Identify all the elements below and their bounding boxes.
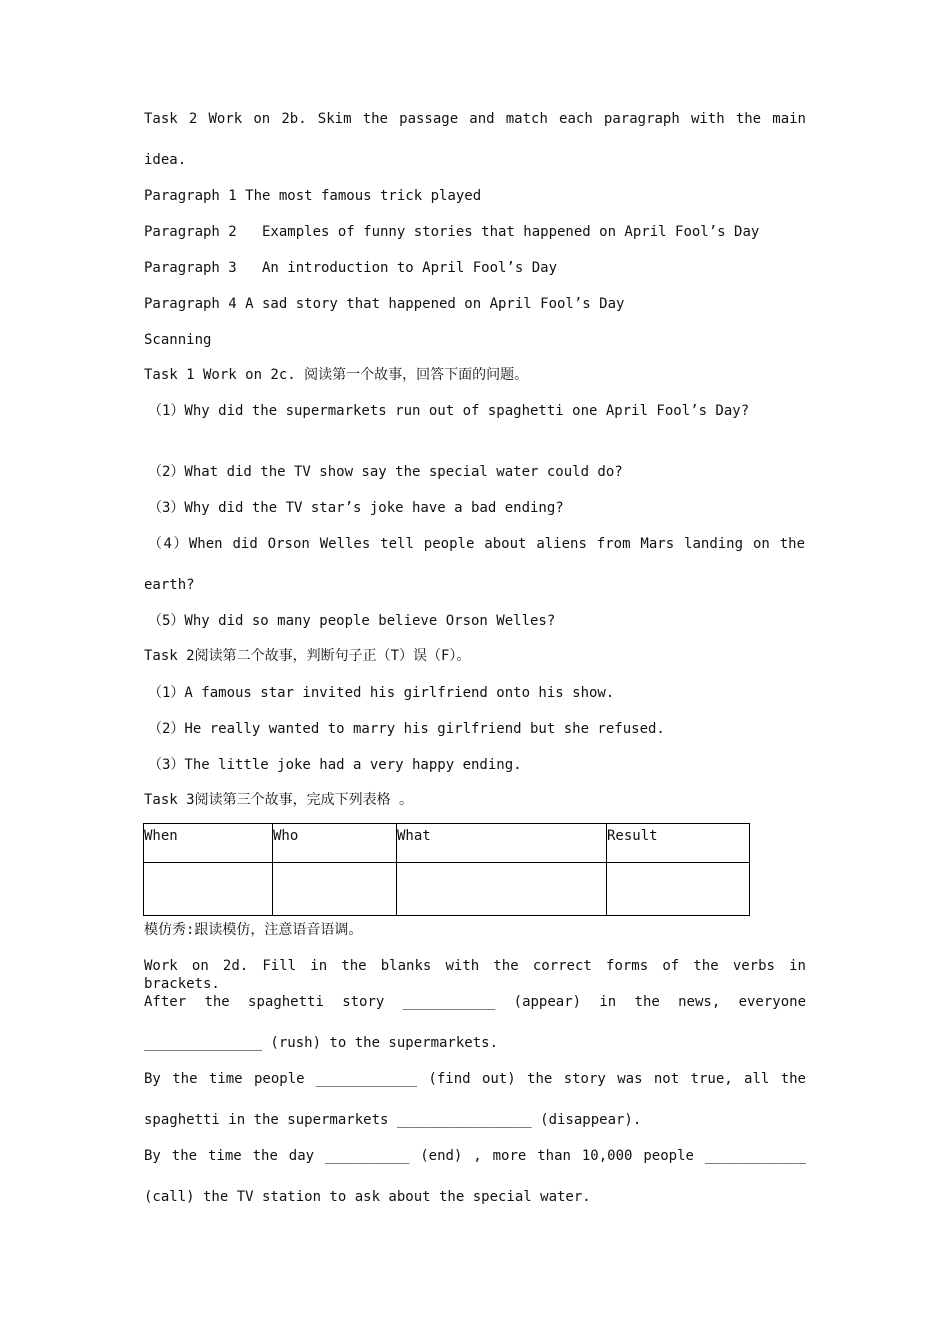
- task2-statement-3: （3）The little joke had a very happy ending.: [148, 757, 522, 773]
- fill-blank-line-4: spaghetti in the supermarkets ________________ (disappear).: [144, 1112, 642, 1128]
- fill-blank-line-3: By the time people ____________ (find out) the story was not true, all the: [144, 1071, 806, 1087]
- table-cell-who[interactable]: [273, 863, 397, 916]
- fill-blank-line-1: After the spaghetti story ___________ (appear) in the news, everyone: [144, 994, 806, 1010]
- task1-question-3: （3）Why did the TV star’s joke have a bad ending?: [148, 500, 564, 516]
- scanning-label: Scanning: [144, 332, 212, 348]
- story-table: [143, 823, 750, 916]
- table-cell-when[interactable]: [144, 863, 273, 916]
- table-cell-what[interactable]: [397, 863, 607, 916]
- task2-heading-line1: Task 2 Work on 2b. Skim the passage and match each paragraph with the main: [144, 111, 806, 127]
- paragraph-match-3: Paragraph 3 An introduction to April Fool’s Day: [144, 260, 558, 276]
- table-header-what: What: [397, 824, 607, 863]
- task1-question-1: （1）Why did the supermarkets run out of spaghetti one April Fool’s Day?: [148, 403, 750, 419]
- task2-heading-line2: idea.: [144, 152, 187, 168]
- fill-instruction: Work on 2d. Fill in the blanks with the correct forms of the verbs in brackets.: [144, 958, 806, 992]
- task2-statement-2: （2）He really wanted to marry his girlfriend but she refused.: [148, 721, 665, 737]
- task1-question-2: （2）What did the TV show say the special water could do?: [148, 464, 623, 480]
- task2-statement-1: （1）A famous star invited his girlfriend onto his show.: [148, 685, 615, 701]
- table-cell-result[interactable]: [607, 863, 750, 916]
- table-header-who: Who: [273, 824, 397, 863]
- paragraph-match-2: Paragraph 2 Examples of funny stories that happened on April Fool’s Day: [144, 224, 760, 240]
- task1-question-4: （4）When did Orson Welles tell people about aliens from Mars landing on the: [148, 536, 805, 552]
- fill-blank-line-5: By the time the day __________ (end) , more than 10,000 people ____________: [144, 1148, 806, 1164]
- imitation-heading: 模仿秀:跟读模仿，注意语音语调。: [144, 922, 363, 938]
- task1-question-5: （5）Why did so many people believe Orson Welles?: [148, 613, 556, 629]
- task2-scan-heading: Task 2阅读第二个故事，判断句子正（T）误（F）。: [144, 648, 471, 664]
- table-header-row: [144, 824, 750, 863]
- table-header-when: When: [144, 824, 273, 863]
- task1-question-4-cont: earth?: [144, 577, 195, 593]
- paragraph-match-4: Paragraph 4 A sad story that happened on April Fool’s Day: [144, 296, 625, 312]
- table-answer-row: [144, 863, 750, 916]
- task3-heading: Task 3阅读第三个故事，完成下列表格 。: [144, 792, 414, 808]
- fill-blank-line-2: ______________ (rush) to the supermarkets.: [144, 1035, 499, 1051]
- table-header-result: Result: [607, 824, 750, 863]
- fill-blank-line-6: (call) the TV station to ask about the special water.: [144, 1189, 591, 1205]
- task1-heading: Task 1 Work on 2c. 阅读第一个故事，回答下面的问题。: [144, 367, 529, 383]
- paragraph-match-1: Paragraph 1 The most famous trick played: [144, 188, 482, 204]
